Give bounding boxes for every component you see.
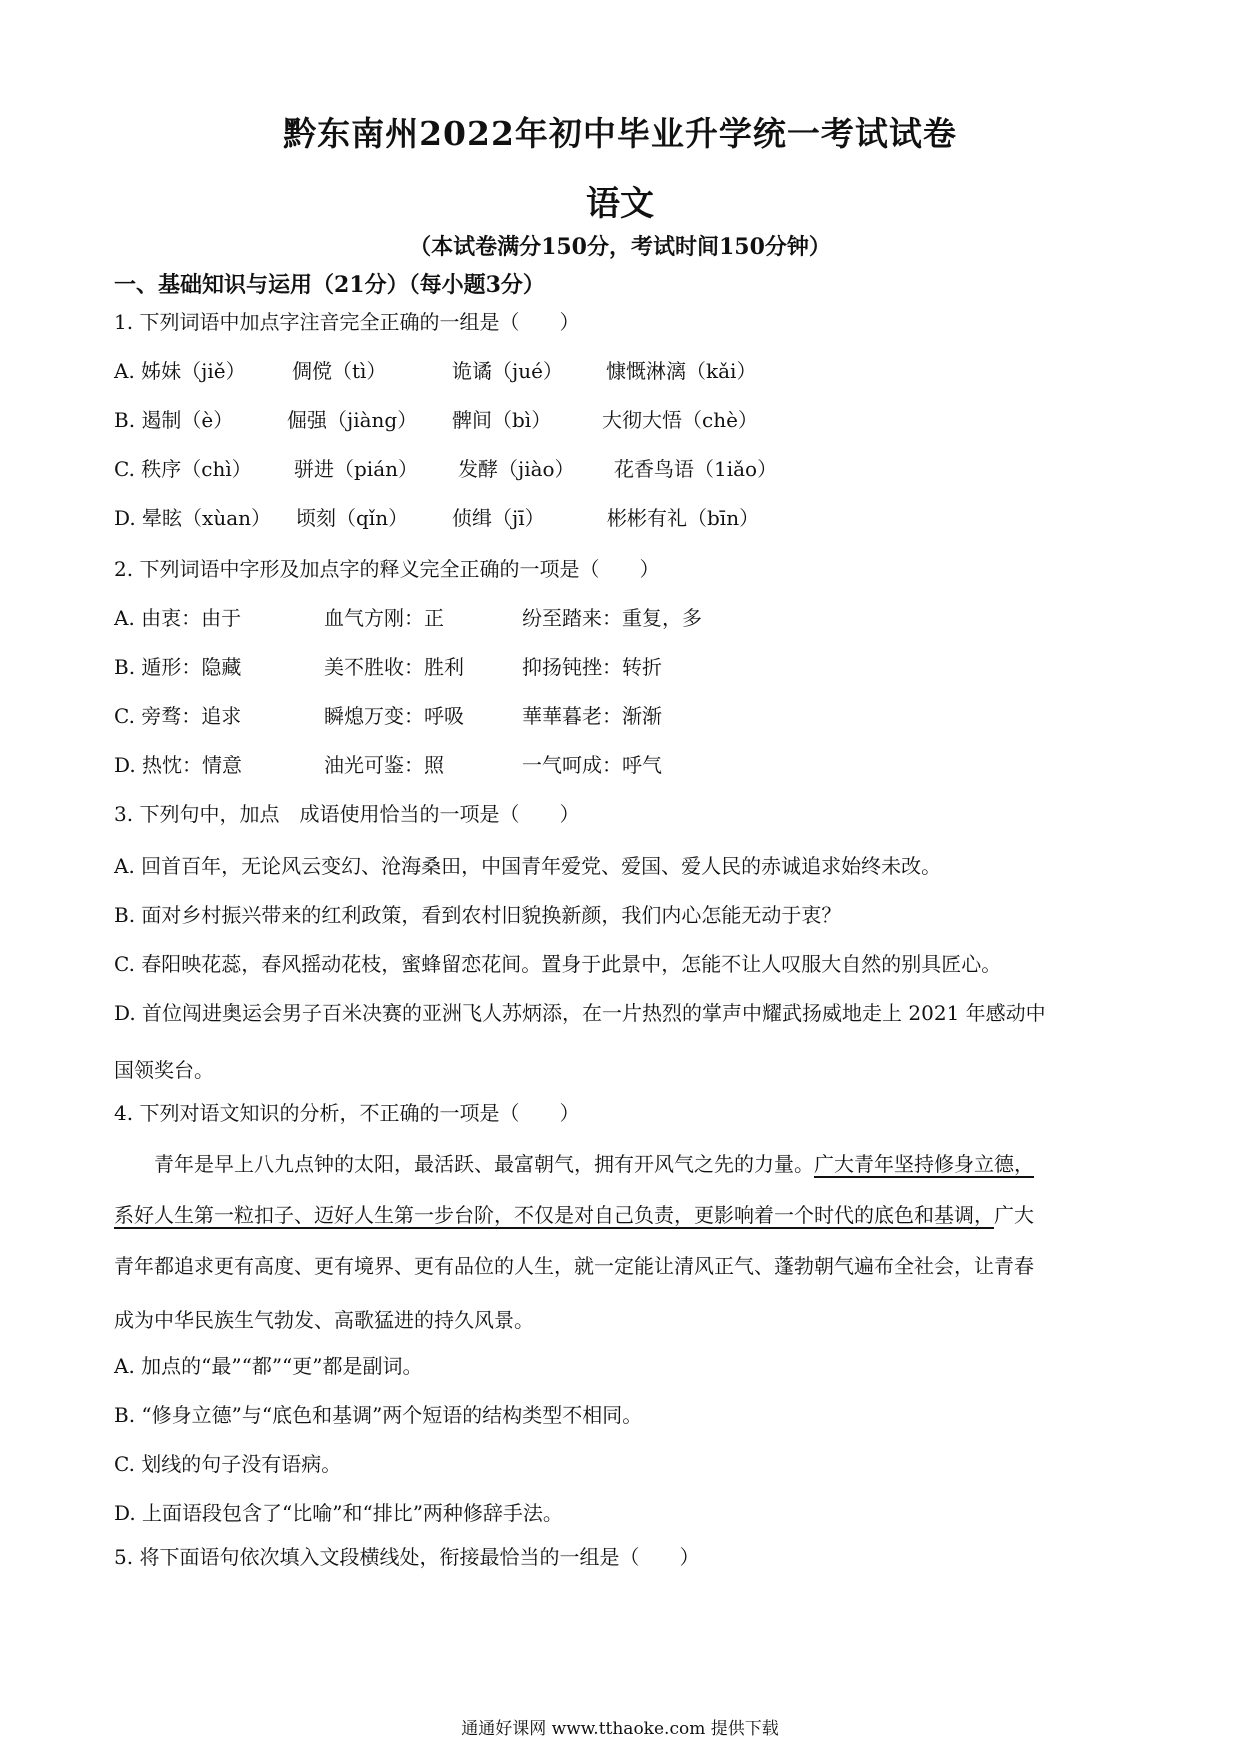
passage-text: 广大 [994,1203,1034,1227]
question-2-stem: 2. 下列词语中字形及加点字的释义完全正确的一项是（ ） [114,557,660,581]
exam-note: （本试卷满分150分，考试时间150分钟） [409,234,831,260]
option-cell: 倜傥（tì） [292,359,387,383]
option-cell: 倔强（jiàng） [287,408,418,432]
passage-line-1 [114,1148,1124,1177]
option-cell: 慷慨淋漓（kǎi） [606,359,757,383]
passage-text: 青年是早上八九点钟的太阳，最活跃、最富朝气，拥有开风气之先的力量。 [114,1152,814,1176]
option-cell: 油光可鉴：照 [324,753,444,777]
option-cell: 髀间（bì） [452,408,552,432]
option-cell: 骈进（pián） [294,457,419,481]
option-cell: 一气呵成：呼气 [522,753,662,777]
passage-line-2 [114,1199,1124,1228]
subject-title: 语文 [586,184,654,224]
option-cell: D. 晕眩（xùan） [114,506,272,530]
question-3-option-d: D. 首位闯进奥运会男子百米决赛的亚洲飞人苏炳添，在一片热烈的掌声中耀武扬威地走上 2021 年感动中 [114,1001,1046,1025]
question-3-option-d-cont: 国领奖台。 [114,1058,214,1082]
option-cell: B. 遏制（è） [114,408,234,432]
option-cell: D. 热忱：情意 [114,753,243,777]
question-3-option-b: B. 面对乡村振兴带来的红利政策，看到农村旧貌换新颜，我们内心怎能无动于衷？ [114,903,842,927]
option-cell: 诡谲（jué） [452,359,563,383]
option-cell: C. 旁骛：追求 [114,704,242,728]
question-4-option-d: D. 上面语段包含了“比喻”和“排比”两种修辞手法。 [114,1501,563,1525]
option-cell: 華華暮老：渐渐 [522,704,662,728]
page-footer: 通通好课网 www.tthaoke.com 提供下载 [461,1719,779,1739]
question-4-stem: 4. 下列对语文知识的分析，不正确的一项是（ ） [114,1101,580,1125]
option-cell: A. 由衷：由于 [114,606,242,630]
option-cell: 瞬熄万变：呼吸 [324,704,464,728]
option-cell: 发酵（jiào） [458,457,575,481]
exam-title: 黔东南州2022年初中毕业升学统一考试试卷 [283,114,957,153]
question-4-option-a: A. 加点的“最”“都”“更”都是副词。 [114,1354,423,1378]
option-cell: 美不胜收：胜利 [324,655,464,679]
question-4-option-b: B. “修身立德”与“底色和基调”两个短语的结构类型不相同。 [114,1403,643,1427]
passage-line-4: 成为中华民族生气勃发、高歌猛进的持久风景。 [114,1308,534,1332]
question-5-stem: 5. 将下面语句依次填入文段横线处，衔接最恰当的一组是（ ） [114,1545,700,1569]
question-3-stem: 3. 下列句中，加点 成语使用恰当的一项是（ ） [114,802,580,826]
underlined-sentence: 系好人生第一粒扣子、迈好人生第一步台阶，不仅是对自己负责，更影响着一个时代的底色和基调， [114,1203,994,1227]
option-cell: 彬彬有礼（bīn） [607,506,760,530]
option-cell: C. 秩序（chì） [114,457,252,481]
option-cell: 花香鸟语（1iǎo） [614,457,778,481]
passage-line-3: 青年都追求更有高度、更有境界、更有品位的人生，就一定能让清风正气、蓬勃朝气遍布全社会，让青春 [114,1254,1034,1278]
underlined-sentence: 广大青年坚持修身立德， [814,1152,1034,1176]
option-cell: 血气方刚：正 [324,606,444,630]
option-cell: 纷至踏来：重复，多 [522,606,702,630]
option-cell: 抑扬钝挫：转折 [522,655,662,679]
option-cell: 顷刻（qǐn） [296,506,409,530]
section-heading: 一、基础知识与运用（21分）（每小题3分） [114,272,545,298]
option-cell: 大彻大悟（chè） [602,408,758,432]
question-3-option-a: A. 回首百年，无论风云变幻、沧海桑田，中国青年爱党、爱国、爱人民的赤诚追求始终未改。 [114,854,942,878]
question-3-option-c: C. 春阳映花蕊，春风摇动花枝，蜜蜂留恋花间。置身于此景中，怎能不让人叹服大自然的别具匠心。 [114,952,1002,976]
question-4-option-c: C. 划线的句子没有语病。 [114,1452,342,1476]
option-cell: 侦缉（jī） [452,506,545,530]
option-cell: A. 姊妹（jiě） [114,359,246,383]
option-cell: B. 遁形：隐藏 [114,655,242,679]
question-1-stem: 1. 下列词语中加点字注音完全正确的一组是（ ） [114,310,580,334]
